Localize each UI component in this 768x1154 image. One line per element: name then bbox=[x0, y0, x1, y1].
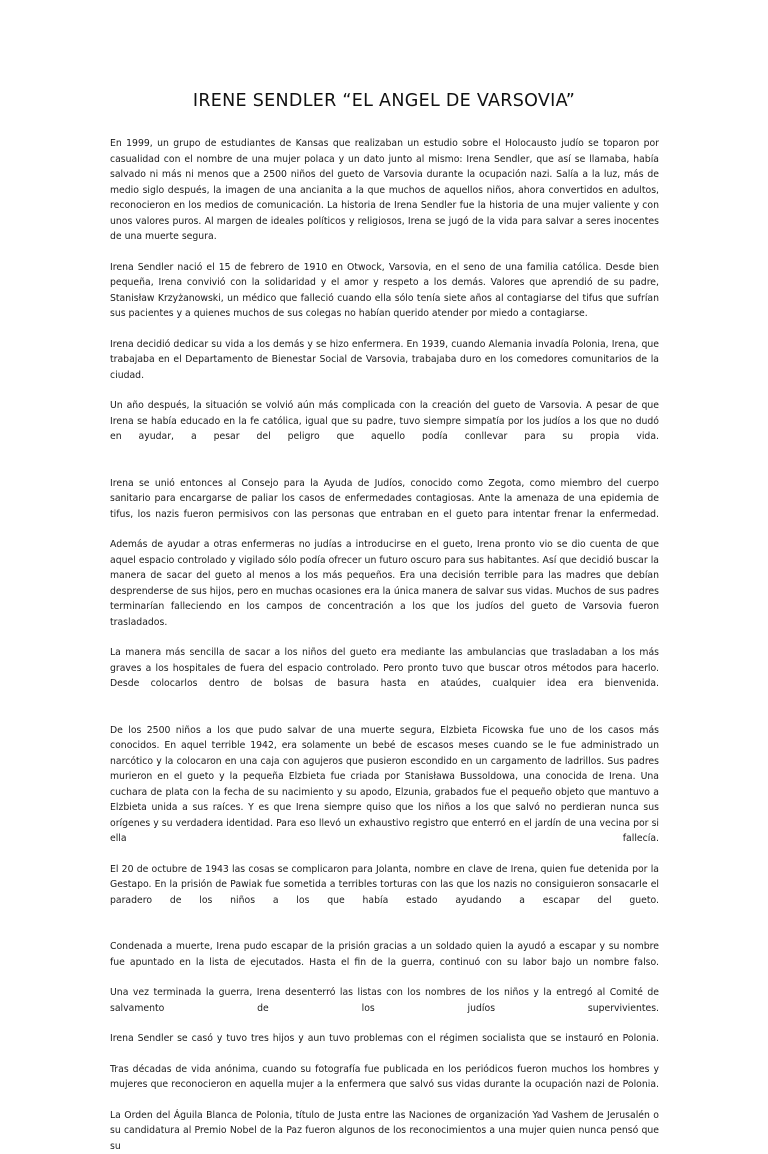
paragraph-lists: Una vez terminada la guerra, Irena desenterró las listas con los nombres de los niños y la entregó al Comité de salvamento de los judíos supervivientes. bbox=[110, 987, 659, 1014]
paragraph-zegota: Irena se unió entonces al Consejo para la Ayuda de Judíos, conocido como Zegota, como miembro del cuerpo sanitario para encargarse de paliar los casos de enfermedades contagiosas. Ante la amenaza de una epidemia de tifus, los nazis fueron permisivos con las personas que entraban en el gueto para intentar frenar la enfermedad. bbox=[110, 477, 659, 520]
document-title: IRENE SENDLER “EL ANGEL DE VARSOVIA” bbox=[192, 91, 576, 111]
paragraph-methods: La manera más sencilla de sacar a los niños del gueto era mediante las ambulancias que trasladaban a los más graves a los hospitales de fuera del espacio controlado. Pero pronto tuvo que buscar otros métodos para hacerlo. Desde colocarlos dentro de bolsas de basura hasta en ataúdes, cualquier idea era bienvenida. bbox=[110, 647, 659, 689]
paragraph-marriage: Irena Sendler se casó y tuvo tres hijos y aun tuvo problemas con el régimen socialista que se instauró en Polonia. bbox=[110, 1033, 659, 1044]
paragraph-nurse: Irena decidió dedicar su vida a los demás y se hizo enfermera. En 1939, cuando Alemania invadía Polonia, Irena, que trabajaba en el Departamento de Bienestar Social de Varsovia, trabajaba duro en los comedores comunitarios de la ciudad. bbox=[110, 338, 659, 381]
paragraph-elzbieta: De los 2500 niños a los que pudo salvar de una muerte segura, Elzbieta Ficowska fue uno de los casos más conocidos. En aquel terrible 1942, era solamente un bebé de escasos meses cuando se le fue administrado un narcótico y la colocaron en una caja con agujeros que pusieron escondido en un cargamento de ladrillos. Sus padres murieron en el gueto y la pequeña Elzbieta fue criada por Stanisława Bussoldowa, una conocida de Irena. Una cuchara de plata con la fecha de su nacimiento y su apodo, Elzunia, grabados fue el pequeño objeto que mantuvo a Elzbieta unida a sus raíces. Y es que Irena siempre quiso que los niños a los que salvó no perdieran nunca sus orígenes y su verdadera identidad. Para eso llevó un exhaustivo registro que enterró en el jardín de una vecina por si ella fallecía. bbox=[110, 724, 659, 844]
paragraph-arrest: El 20 de octubre de 1943 las cosas se complicaron para Jolanta, nombre en clave de Irena, quien fue detenida por la Gestapo. En la prisión de Pawiak fue sometida a terribles torturas con las que los nazis no consiguieron sonsacarle el paradero de los niños a los que había estado ayudando a escapar del gueto. bbox=[110, 863, 659, 906]
paragraph-escape: Condenada a muerte, Irena pudo escapar de la prisión gracias a un soldado quien la ayudó a escapar y su nombre fue apuntado en la lista de ejecutados. Hasta el fin de la guerra, continuó con su labor bajo un nombre falso. bbox=[110, 941, 659, 968]
paragraph-intro: En 1999, un grupo de estudiantes de Kansas que realizaban un estudio sobre el Holocausto judío se toparon por casualidad con el nombre de una mujer polaca y un dato junto al mismo: Irena Sendler, que así se llamaba, había salvado ni más ni menos que a 2500 niños del gueto de Varsovia durante la ocupación nazi. Salía a la luz, más de medio siglo después, la imagen de una ancianita a la que muchos de aquellos niños, ahora convertidos en adultos, reconocieron en los medios de comunicación. La historia de Irena Sendler fue la historia de una mujer valiente y con unos valores puros. Al margen de ideales políticos y religiosos, Irena se jugó de la vida para salvar a seres inocentes de una muerte segura. bbox=[110, 138, 659, 242]
paragraph-recognition: Tras décadas de vida anónima, cuando su fotografía fue publicada en los periódicos fueron muchos los hombres y mujeres que reconocieron en aquella mujer a la enfermera que salvó sus vidas durante la ocupación nazi de Polonia. bbox=[110, 1063, 659, 1090]
paragraph-honors: La Orden del Águila Blanca de Polonia, título de Justa entre las Naciones de organización Yad Vashem de Jerusalén o su candidatura al Premio Nobel de la Paz fueron algunos de los reconocimientos a una mujer quien nunca pensó que su bbox=[110, 1109, 659, 1152]
paragraph-ghetto: Un año después, la situación se volvió aún más complicada con la creación del gueto de Varsovia. A pesar de que Irena se había educado en la fe católica, igual que su padre, tuvo siempre simpatía por los judíos a los que no dudó en ayudar, a pesar del peligro que aquello podía conllevar para su propia vida. bbox=[110, 400, 659, 442]
paragraph-birth: Irena Sendler nació el 15 de febrero de 1910 en Otwock, Varsovia, en el seno de una familia católica. Desde bien pequeña, Irena convivió con la solidaridad y el amor y respeto a los demás. Valores que aprendió de su padre, Stanisław Krzyżanowski, un médico que falleció cuando ella sólo tenía siete años al contagiarse del tifus que sufrían sus pacientes y a quienes muchos de sus colegas no habían querido atender por miedo a contagiarse. bbox=[110, 261, 659, 319]
document-body bbox=[110, 136, 659, 1152]
paragraph-rescue: Además de ayudar a otras enfermeras no judías a introducirse en el gueto, Irena pronto vio se dio cuenta de que aquel espacio controlado y vigilado sólo podía ofrecer un futuro oscuro para sus habitantes. Así que decidió buscar la manera de sacar del gueto al menos a los más pequeños. Era una decisión terrible para las madres que debían desprenderse de sus hijos, pero en muchas ocasiones era la única manera de salvar sus vidas. Muchos de sus padres terminarían falleciendo en los campos de concentración a los que los judíos del gueto de Varsovia fueron trasladados. bbox=[110, 539, 659, 628]
